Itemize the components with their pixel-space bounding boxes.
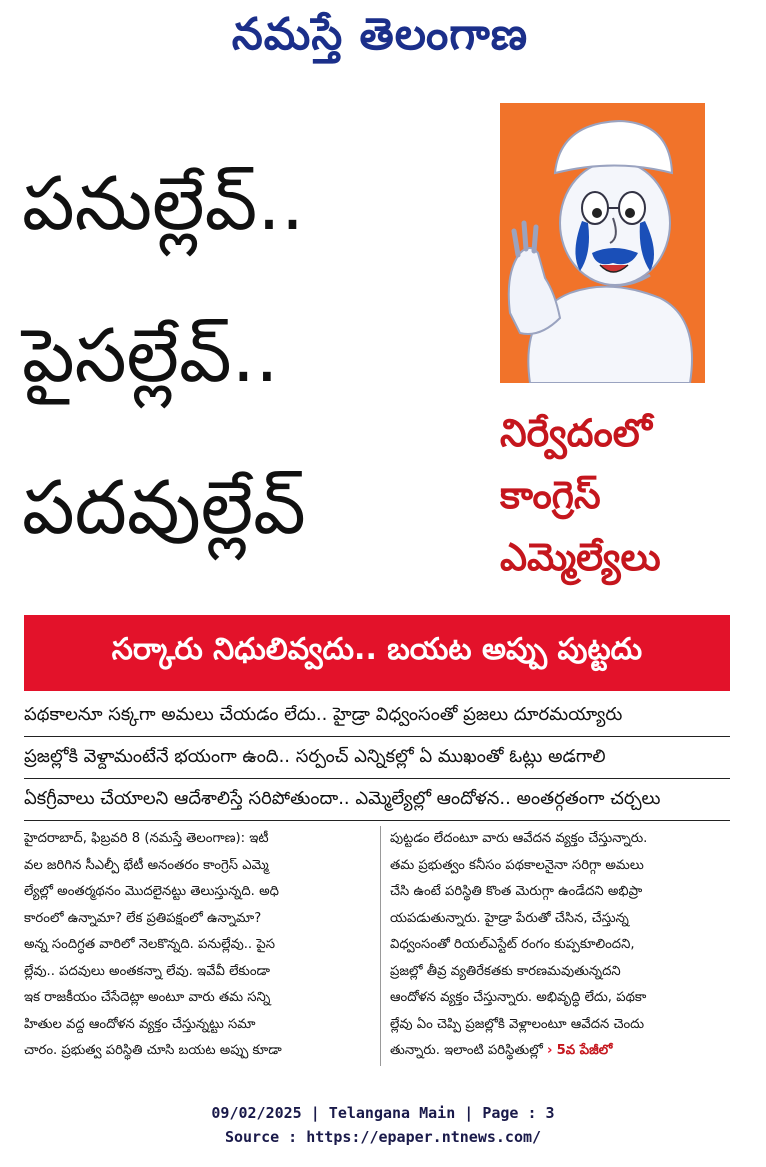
side-headline-line-1: నిర్వేదంలో [500,411,652,455]
article-line: హైదరాబాద్, ఫిబ్రవరి 8 (నమస్తే తెలంగాణ): ఇటీ [24,831,269,846]
article-line: అన్న సందిగ్ధత వారిలో నెలకొన్నది. పనుల్లేవు.. పైస [24,937,275,952]
article-line: చారం. ప్రభుత్వ పరిస్థితి చూసి బయట అప్పు కూడా [24,1043,282,1058]
divider-rule [24,736,730,737]
article-line: ల్లేవు ఏం చెప్పి ప్రజల్లోకి వెళ్లాలంటూ ఆవేదన చెందు [390,1016,645,1032]
continue-arrow-icon: › [546,1043,553,1058]
headline-line-3: పదవుల్లేవ్ [22,465,306,551]
article-line-last [390,1038,750,1065]
source-link[interactable]: Source : https://epaper.ntnews.com/ [224,1128,542,1146]
banner-strap: సర్కారు నిధులివ్వదు.. బయట అప్పు పుట్టదు [24,615,730,691]
article-line: ల్లేవు.. పదవులు అంతకన్నా లేవు. ఇవేవీ లేకుండా [24,963,270,979]
main-headline [22,128,482,584]
article-column-right [390,826,750,1066]
subheading-2: ప్రజల్లోకి వెళ్దామంటేనే భయంగా ఉంది.. సర్పంచ్ ఎన్నికల్లో ఏ ముఖంతో ఓట్లు అడగాలి [24,746,606,767]
article-column-left [24,826,384,1066]
crying-politician-cartoon [500,103,705,383]
subheading-1: పథకాలనూ సక్కగా అమలు చేయడం లేదు.. హైడ్రా విధ్వంసంతో ప్రజలు దూరమయ్యారు [24,704,623,725]
article-line: తమ ప్రభుత్వం కనీసం పథకాలనైనా సరిగ్గా అమలు [390,857,644,873]
article-line: హితుల వద్ద ఆందోళన వ్యక్తం చేస్తున్నట్టు సమా [24,1016,256,1032]
article-line: ఇక రాజకీయం చేసేదెట్లా అంటూ వారు తమ సన్ని [24,990,271,1005]
subheading-3: ఏకగ్రీవాలు చేయాలని ఆదేశాలిస్తే సరిపోతుందా.. ఎమ్మెల్యేల్లో ఆందోళన.. అంతర్గతంగా చర్చలు [24,788,661,809]
divider-rule [24,820,730,821]
article-line: ల్యేల్లో అంతర్మథనం మొదలైనట్టు తెలుస్తున్నది. అధి [24,884,279,899]
headline-line-2: పైసల్లేవ్.. [22,313,279,399]
article-line: పుట్టడం లేదంటూ వారు ఆవేదన వ్యక్తం చేస్తున్నారు. [390,831,648,846]
article-line: విధ్వంసంతో రియల్ఎస్టేట్ రంగం కుప్పకూలిందని, [390,937,635,952]
article-line: యపడుతున్నారు. హైడ్రా పేరుతో చేసిన, చేస్తున్న [390,910,629,926]
side-headline [500,402,740,588]
cartoon-illustration [500,103,705,383]
article-line: ప్రజల్లో తీవ్ర వ్యతిరేకతకు కారణమవుతున్నదని [390,963,621,979]
divider-rule [24,778,730,779]
side-headline-line-2: కాంగ్రెస్ [500,473,601,517]
article-line-text: తున్నారు. ఇలాంటి పరిస్థితుల్లో [390,1043,543,1058]
edition-info: 09/02/2025 | Telangana Main | Page : 3 [211,1104,555,1122]
masthead-title: నమస్తే తెలంగాణ [231,9,529,60]
continued-on-page-link[interactable]: 5వ పేజీలో [556,1043,613,1058]
headline-line-1: పనుల్లేవ్.. [22,161,305,247]
side-headline-line-3: ఎమ్మెల్యేలు [500,535,661,579]
article-line: చేసి ఉంటే పరిస్థితి కొంత మెరుగ్గా ఉండేదని అభిప్రా [390,884,643,899]
column-separator [380,826,381,1066]
article-line: కారంలో ఉన్నామా? లేక ప్రతిపక్షంలో ఉన్నామా? [24,910,262,926]
article-line: వల జరిగిన సీఎల్పీ భేటీ అనంతరం కాంగ్రెస్ ఎమ్మె [24,857,269,873]
article-line: ఆందోళన వ్యక్తం చేస్తున్నారు. అభివృద్ధి లేదు, పథకా [390,990,647,1005]
